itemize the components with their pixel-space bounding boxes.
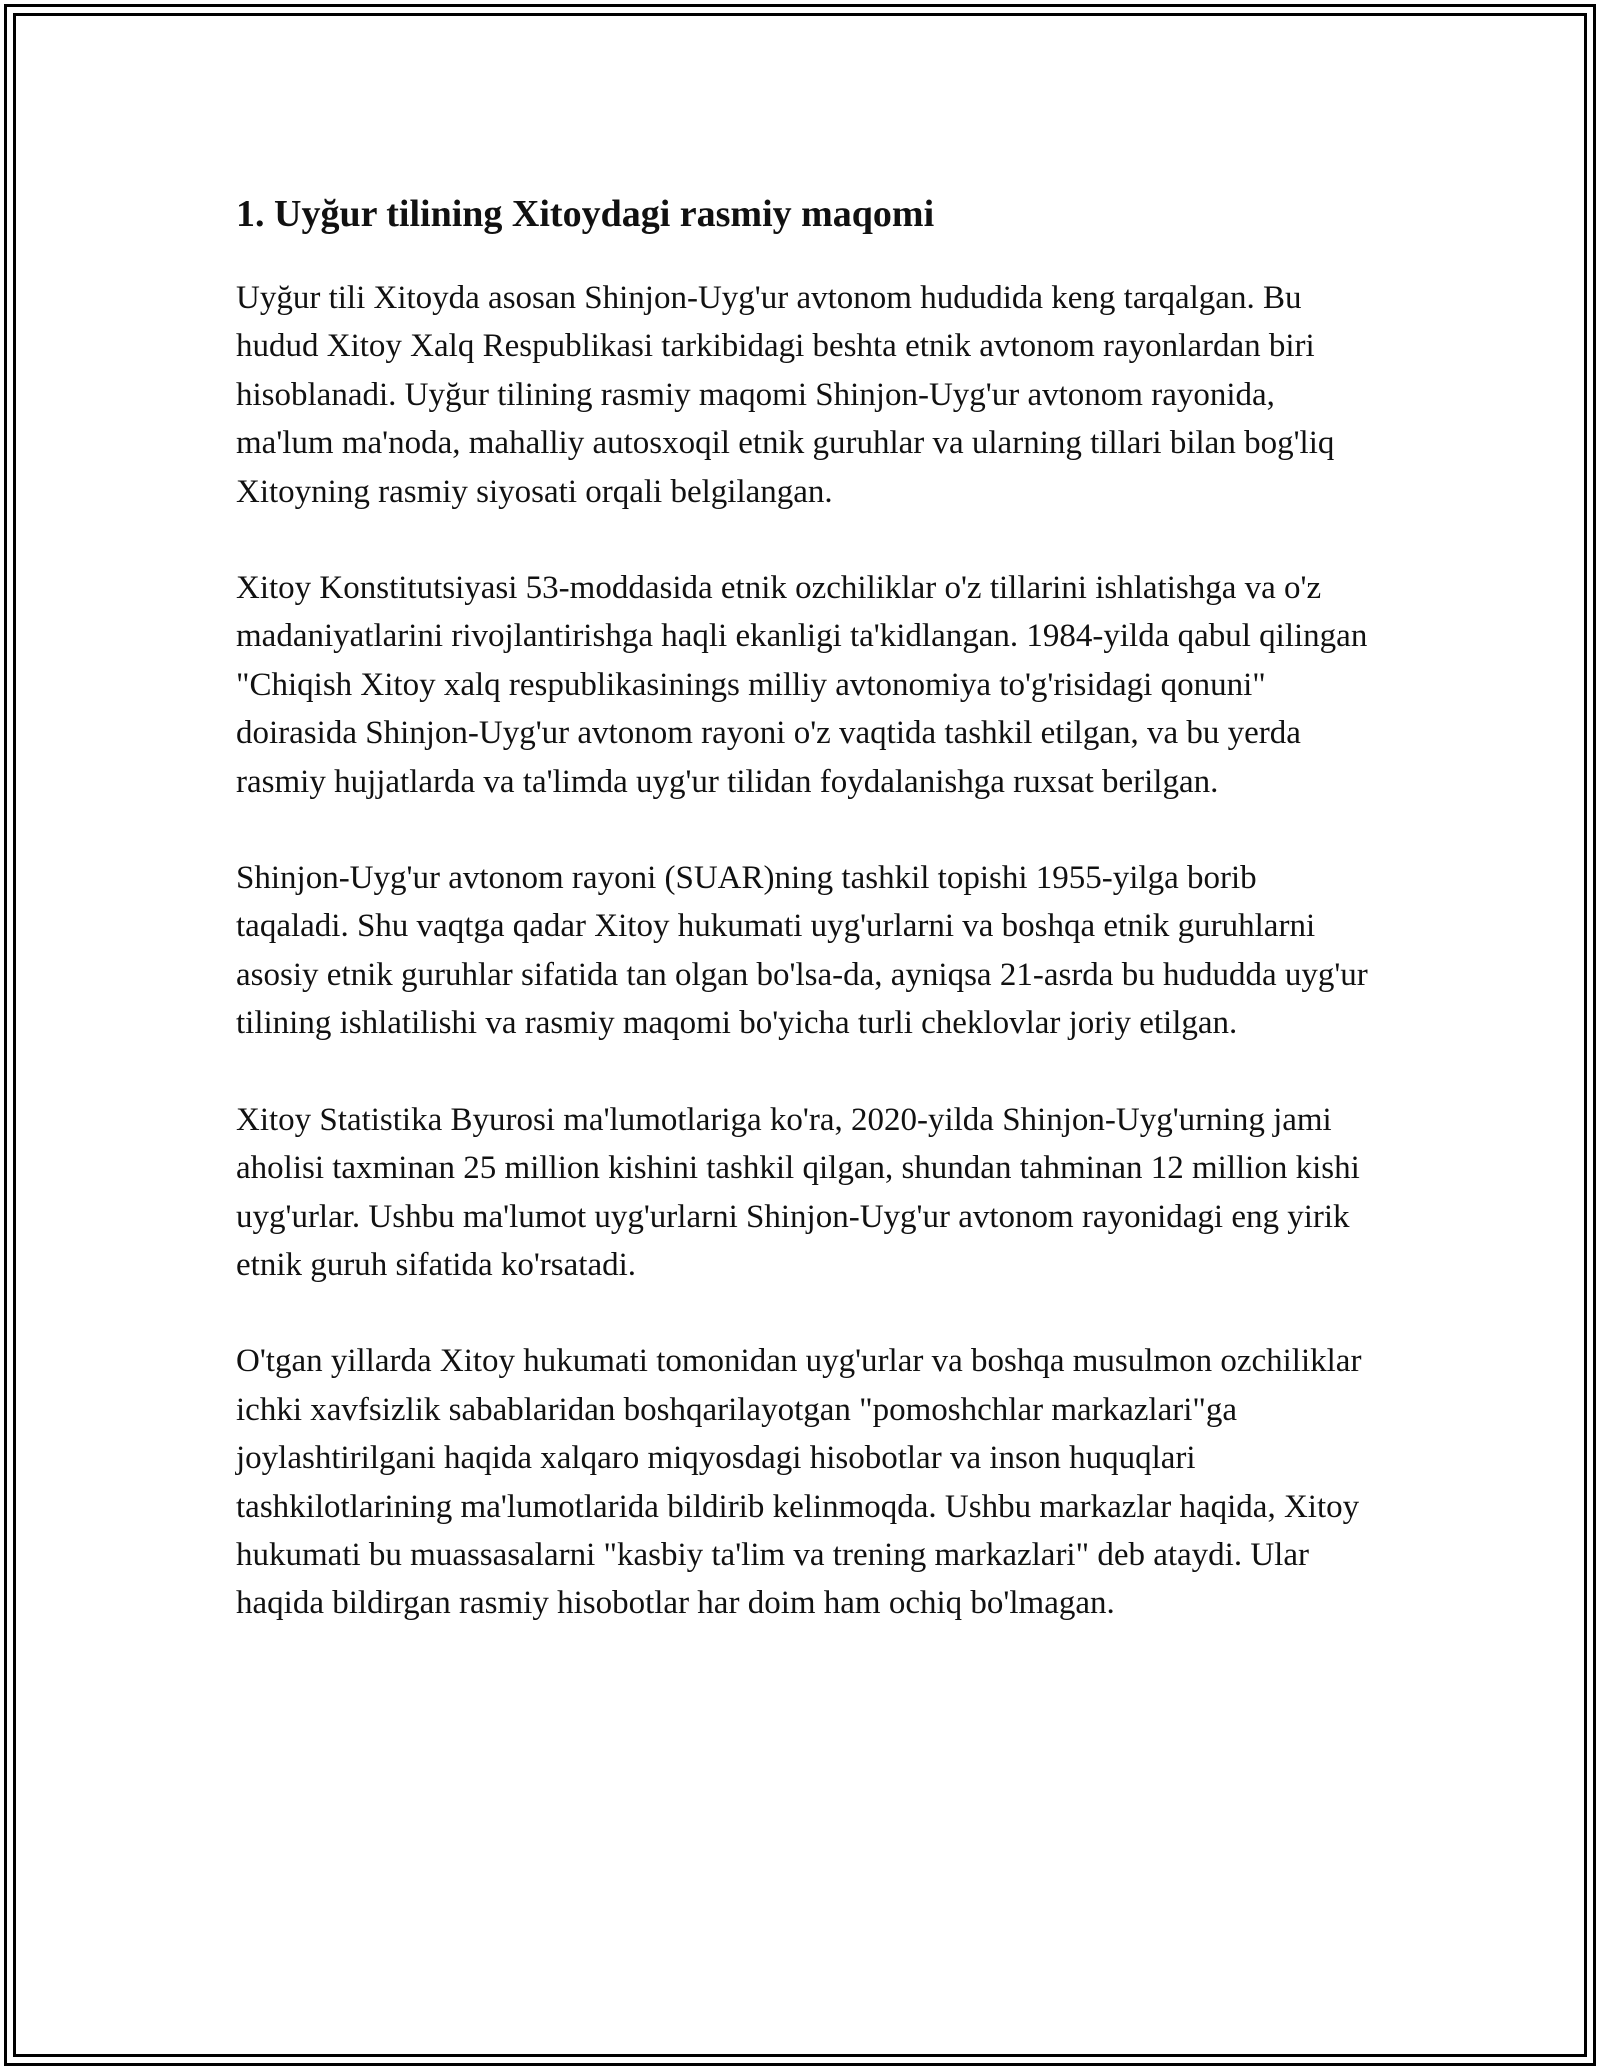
document-body xyxy=(236,188,1376,1628)
paragraph-4: Xitoy Statistika Byurosi ma'lumotlariga ko'ra, 2020-yilda Shinjon-Uyg'urning jami aholisi taxminan 25 million kishini tashkil qilgan, shundan tahminan 12 million kishi uyg'urlar. Ushbu ma'lumot uyg'urlarni Shinjon-Uyg'ur avtonom rayonidagi eng yirik etnik guruh sifatida ko'rsatadi. xyxy=(236,1101,1360,1283)
paragraph-1: Uyğur tili Xitoyda asosan Shinjon-Uyg'ur avtonom hududida keng tarqalgan. Bu hudud Xitoy Xalq Respublikasi tarkibidagi beshta etnik avtonom rayonlardan biri hisoblanadi. Uyğur tilining rasmiy maqomi Shinjon-Uyg'ur avtonom rayonida, ma'lum ma'noda, mahalliy autosxoqil etnik guruhlar va ularning tillari bilan bog'liq Xitoyning rasmiy siyosati orqali belgilangan. xyxy=(236,280,1335,510)
paragraph-3: Shinjon-Uyg'ur avtonom rayoni (SUAR)ning tashkil topishi 1955-yilga borib taqaladi. Shu vaqtga qadar Xitoy hukumati uyg'urlarni va boshqa etnik guruhlarni asosiy etnik guruhlar sifatida tan olgan bo'lsa-da, ayniqsa 21-asrda bu hududda uyg'ur tilining ishlatilishi va rasmiy maqomi bo'yicha turli cheklovlar joriy etilgan. xyxy=(236,860,1368,1042)
section-heading: 1. Uyğur tilining Xitoydagi rasmiy maqomi xyxy=(236,193,935,235)
paragraph-2: Xitoy Konstitutsiyasi 53-moddasida etnik ozchiliklar o'z tillarini ishlatishga va o'z madaniyatlarini rivojlantirishga haqli ekanligi ta'kidlangan. 1984-yilda qabul qilingan "Chiqish Xitoy xalq respublikasinings milliy avtonomiya to'g'risidagi qonuni" doirasida Shinjon-Uyg'ur avtonom rayoni o'z vaqtida tashkil etilgan, va bu yerda rasmiy hujjatlarda va ta'limda uyg'ur tilidan foydalanishga ruxsat berilgan. xyxy=(236,570,1368,800)
paragraph-5: O'tgan yillarda Xitoy hukumati tomonidan uyg'urlar va boshqa musulmon ozchiliklar ichki xavfsizlik sabablaridan boshqarilayotgan "pomoshchlar markazlari"ga joylashtirilgani haqida xalqaro miqyosdagi hisobotlar va inson huquqlari tashkilotlarining ma'lumotlarida bildirib kelinmoqda. Ushbu markazlar haqida, Xitoy hukumati bu muassasalarni "kasbiy ta'lim va trening markazlari" deb ataydi. Ular haqida bildirgan rasmiy hisobotlar har doim ham ochiq bo'lmagan. xyxy=(236,1343,1362,1622)
